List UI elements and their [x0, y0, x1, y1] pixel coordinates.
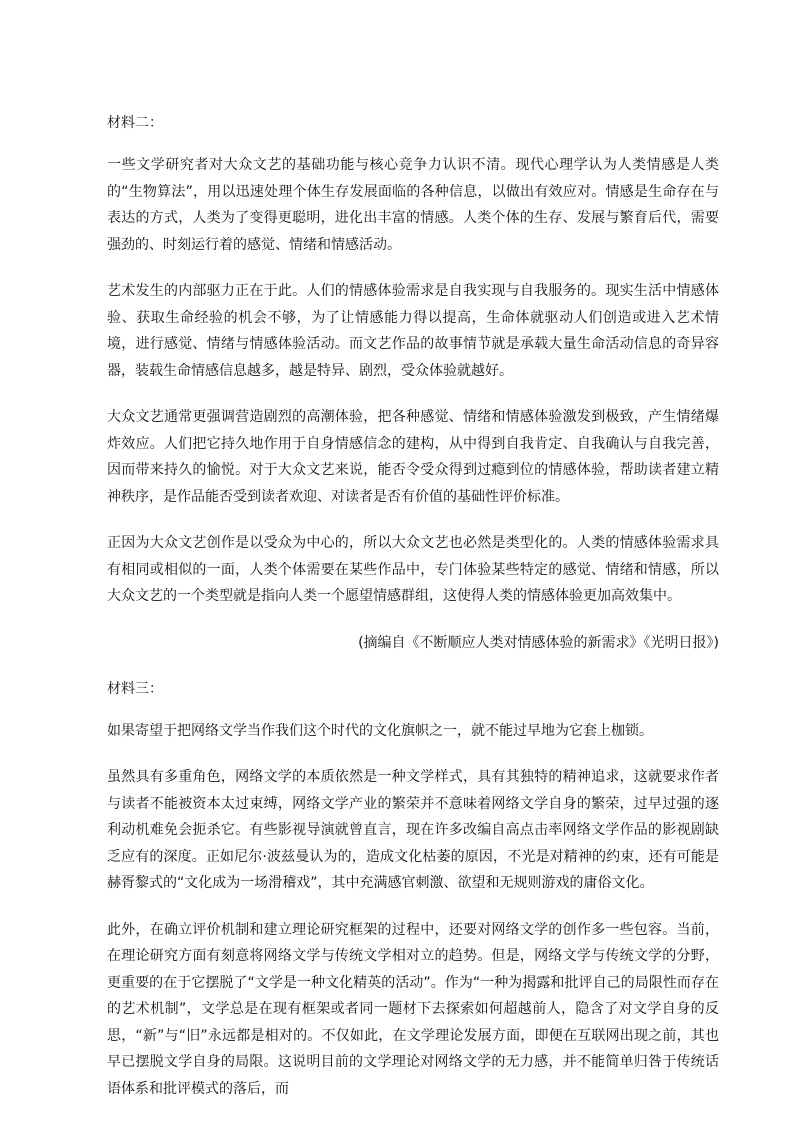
material-two-paragraph-1: 一些文学研究者对大众文艺的基础功能与核心竞争力认识不清。现代心理学认为人类情感是人类的“生物算法”，用以迅速处理个体生存发展面临的各种信息，以做出有效应对。情感是生命存在与表达的方式，人类为了变得更聪明，进化出丰富的情感。人类个体的生存、发展与繁育后代，需要强劲的、时刻运行着的感觉、情绪和情感活动。 [107, 157, 719, 253]
spacer [107, 897, 719, 917]
material-two-paragraph-3: 大众文艺通常更强调营造剧烈的高潮体验，把各种感觉、情绪和情感体验激发到极致，产生情绪爆炸效应。人们把它持久地作用于自身情感信念的建构，从中得到自我肯定、自我确认与自我完善，因而带来持久的愉悦。对于大众文艺来说，能否令受众得到过瘾到位的情感体验，帮助读者建立精神秩序，是作品能否受到读者欢迎、对读者是否有价值的基础性评价标准。 [107, 409, 719, 505]
spacer [107, 384, 719, 404]
material-two-paragraph-2: 艺术发生的内部驱力正在于此。人们的情感体验需求是自我实现与自我服务的。现实生活中情感体验、获取生命经验的机会不够，为了让情感能力得以提高，生命体就驱动人们创造或进入艺术情境，进行感觉、情绪与情感体验活动。而文艺作品的故事情节就是承载大量生命活动信息的奇异容器，装载生命情感信息越多，越是特异、剧烈，受众体验就越好。 [107, 283, 719, 379]
spacer [107, 258, 719, 278]
material-three-heading: 材料三： [107, 680, 163, 697]
material-three-paragraph-3: 此外，在确立评价机制和建立理论研究框架的过程中，还要对网络文学的创作多一些包容。当前，在理论研究方面有刻意将网络文学与传统文学相对立的趋势。但是，网络文学与传统文学的分野，更重要的在于它摆脱了“文学是一种文化精英的活动”。作为“一种为揭露和批评自己的局限性而存在的艺术机制”，文学总是在现有框架或者同一题材下去探索如何超越前人，隐含了对文学自身的反思，“新”与“旧”永远都是相对的。不仅如此，在文学理论发展方面，即便在互联网出现之前，其也早已摆脱文学自身的局限。这说明目前的文学理论对网络文学的无力感，并不能简单归咎于传统话语体系和批评模式的落后，而 [107, 921, 719, 1097]
spacer [107, 702, 719, 718]
spacer [107, 744, 719, 764]
material-three-paragraph-1: 如果寄望于把网络文学当作我们这个时代的文化旗帜之一，就不能过早地为它套上枷锁。 [107, 722, 653, 739]
material-two-heading: 材料二： [107, 115, 163, 131]
source-citation: (摘编自《不断顺应人类对情感体验的新需求》《光明日报》) [358, 634, 719, 651]
spacer [107, 656, 719, 676]
material-three-paragraph-2: 虽然具有多重角色，网络文学的本质依然是一种文学样式，具有其独特的精神追求，这就要求作者与读者不能被资本太过束缚，网络文学产业的繁荣并不意味着网络文学自身的繁荣，过早过强的逐利动机难免会扼杀它。有些影视导演就曾直言，现在许多改编自高点击率网络文学作品的影视剧缺乏应有的深度。正如尼尔·波兹曼认为的，造成文化枯萎的原因，不光是对精神的约束，还有可能是赫胥黎式的“文化成为一场滑稽戏”，其中充满感官刺激、欲望和无规则游戏的庸俗文化。 [107, 769, 719, 891]
spacer [107, 510, 719, 530]
material-two-paragraph-4: 正因为大众文艺创作是以受众为中心的，所以大众文艺也必然是类型化的。人类的情感体验需求具有相同或相似的一面，人类个体需要在某些作品中，专门体验某些特定的感觉、情绪和情感，所以大众文艺的一个类型就是指向人类一个愿望情感群组，这使得人类的情感体验更加高效集中。 [107, 535, 719, 604]
spacer [107, 136, 719, 152]
spacer [107, 610, 719, 630]
document-body [107, 110, 719, 1102]
